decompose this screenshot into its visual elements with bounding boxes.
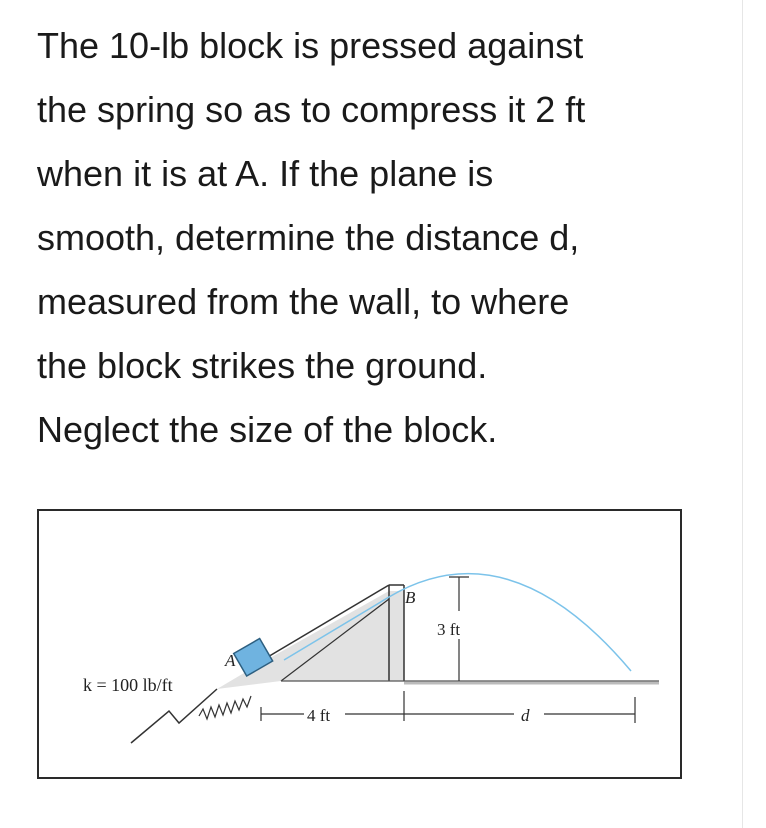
point-a-label: A <box>225 651 236 670</box>
problem-line: measured from the wall, to where <box>37 281 570 322</box>
spring-coil <box>199 696 251 719</box>
problem-line: the block strikes the ground. <box>37 345 488 386</box>
point-b-label: B <box>405 588 416 607</box>
problem-line: Neglect the size of the block. <box>37 409 498 450</box>
page-edge-divider <box>742 0 743 828</box>
problem-line: when it is at A. If the plane is <box>37 153 494 194</box>
height-label: 3 ft <box>437 620 461 639</box>
problem-line: the spring so as to compress it 2 ft <box>37 89 586 130</box>
ground-hatch-left <box>131 689 217 743</box>
problem-line: smooth, determine the distance d, <box>37 217 580 258</box>
figure-diagram <box>39 511 680 777</box>
problem-line: The 10-lb block is pressed against <box>37 25 584 66</box>
problem-statement <box>37 14 737 462</box>
length-label: 4 ft <box>307 706 331 725</box>
problem-figure <box>37 509 682 779</box>
spring-constant-label: k = 100 lb/ft <box>83 675 173 695</box>
distance-label: d <box>521 706 530 725</box>
